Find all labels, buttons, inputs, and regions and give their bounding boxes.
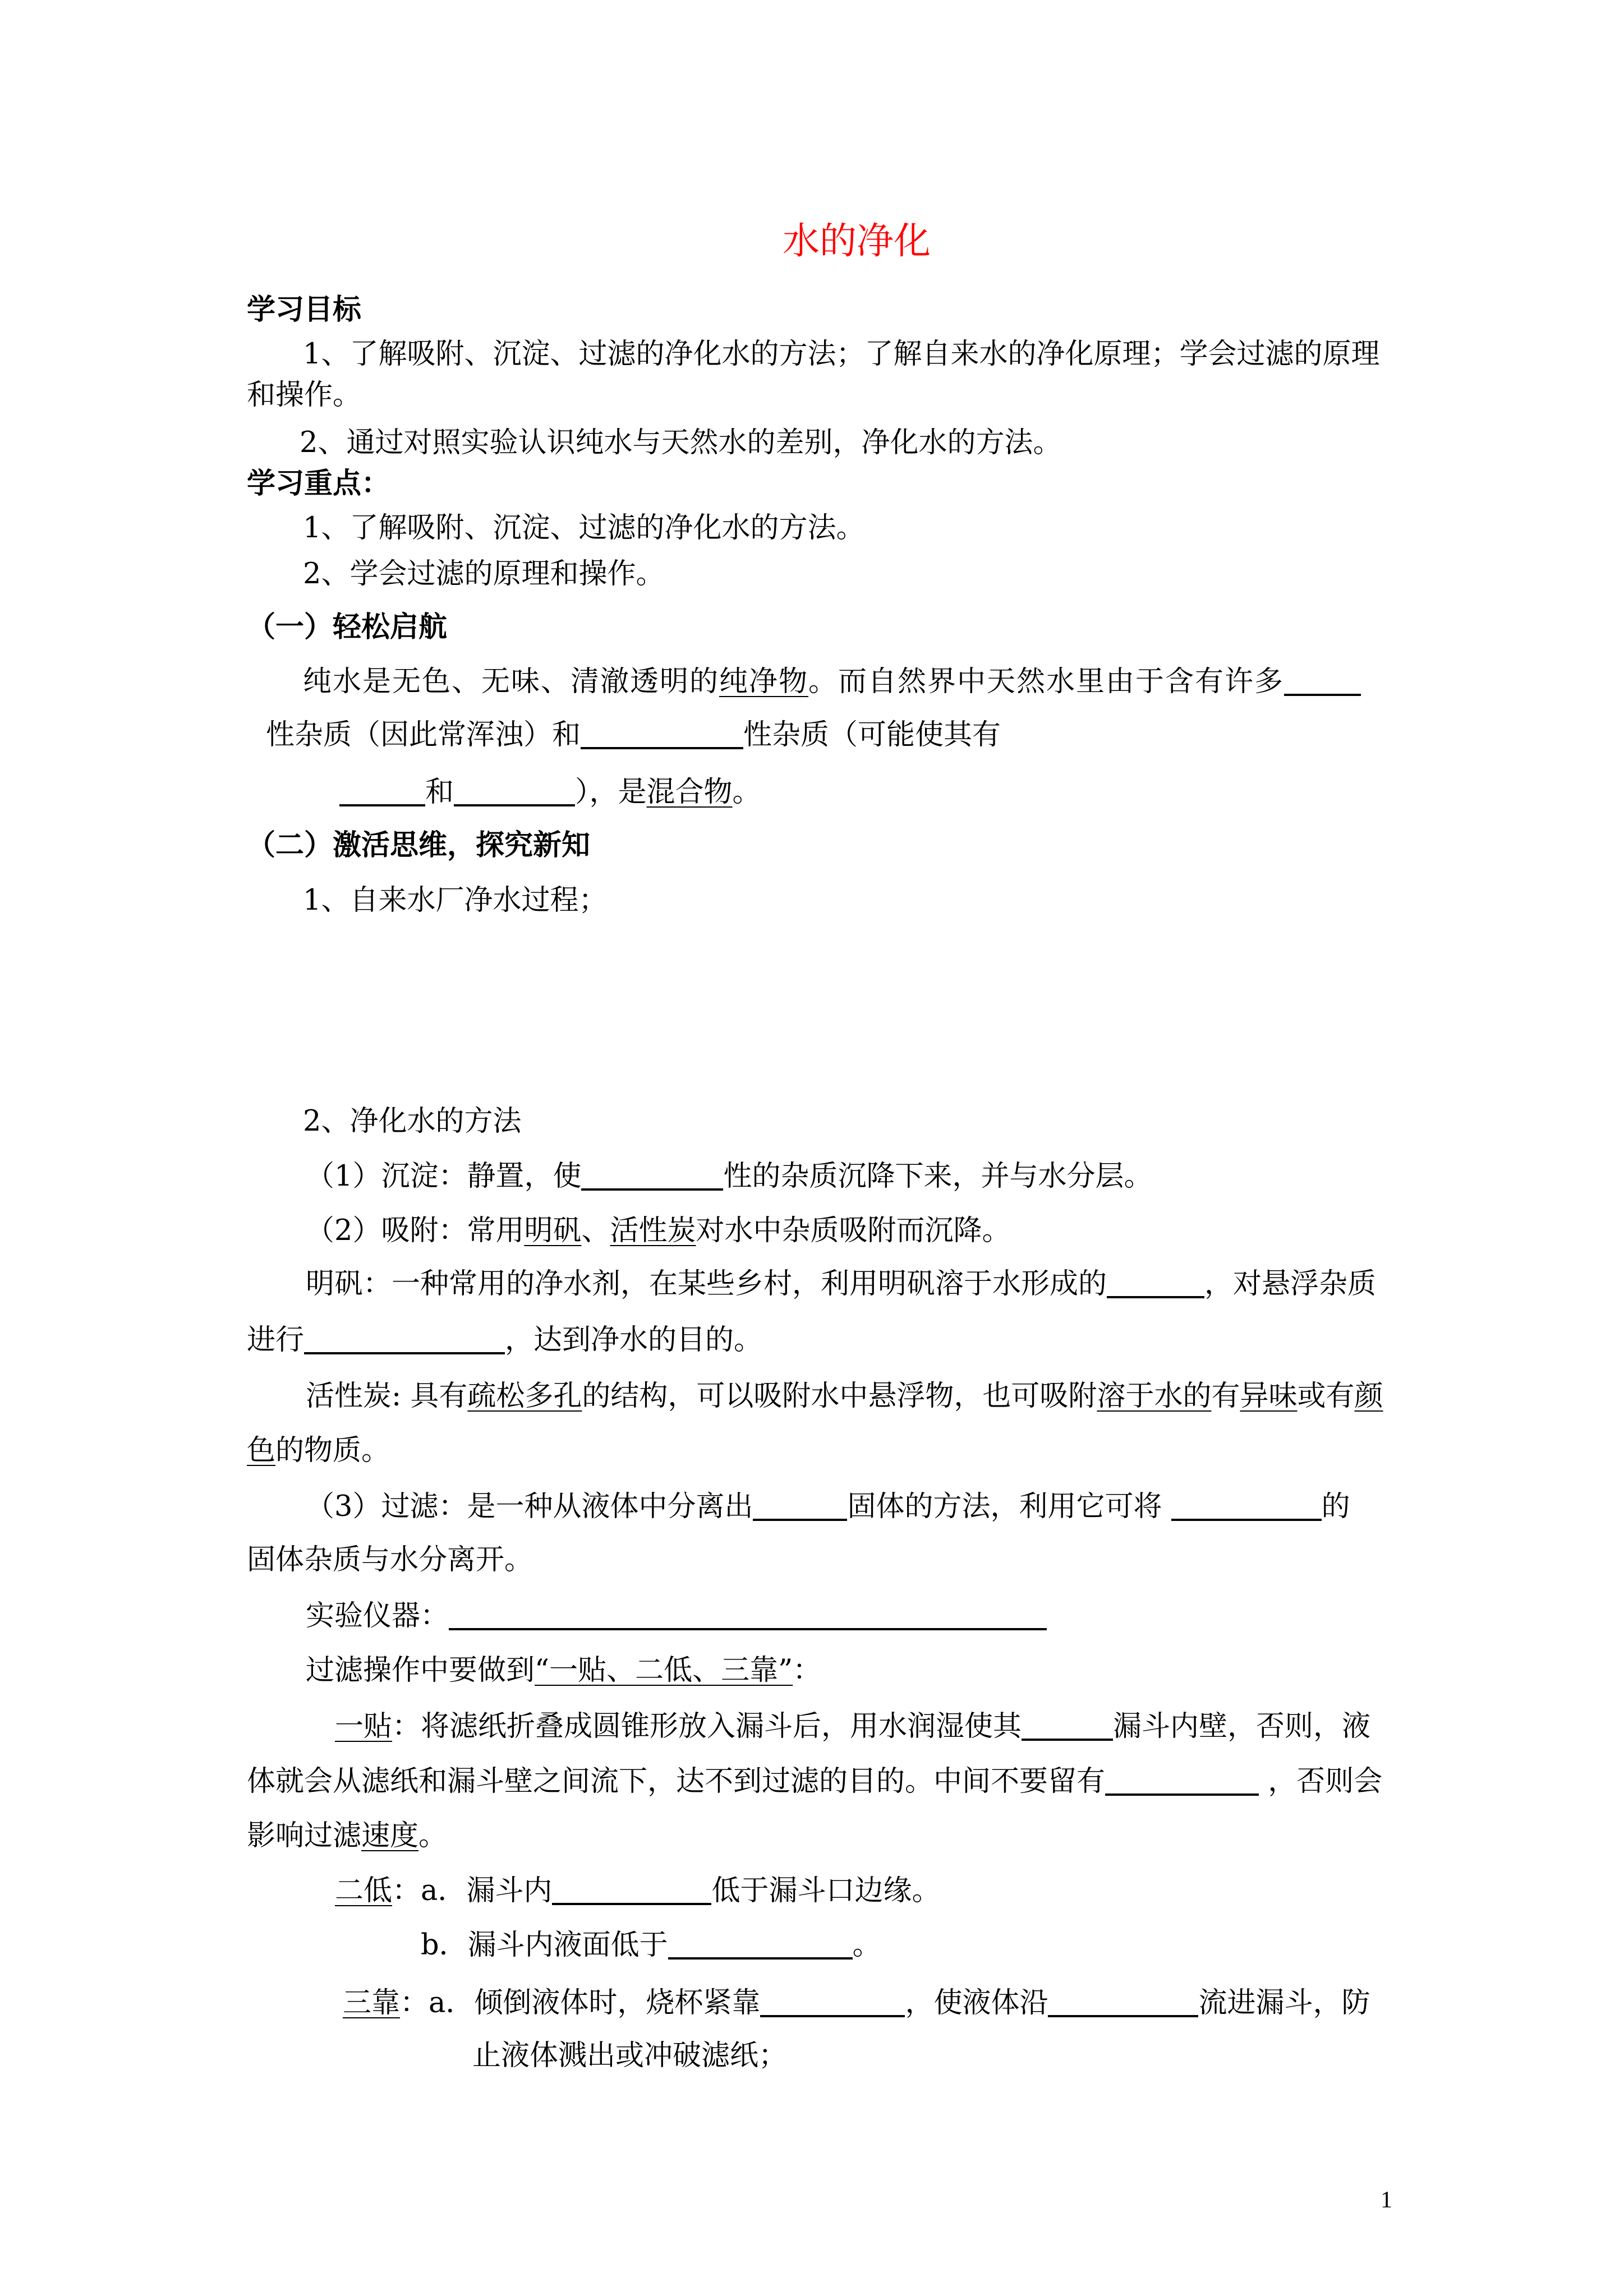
text-segment: 低于漏斗口边缘。	[711, 1874, 941, 1907]
underlined-term: 活性炭	[610, 1214, 696, 1247]
text-segment: 的	[1321, 1490, 1350, 1523]
two-low-line-a	[335, 1874, 941, 1907]
text-segment: 漏斗内壁，否则，液	[1113, 1710, 1371, 1743]
one-stick-line	[335, 1712, 1370, 1741]
text-segment: （1）沉淀：静置，使	[306, 1160, 582, 1193]
fill-in-blank	[1105, 1794, 1259, 1796]
three-lean-line-a-continued: 止液体溅出或冲破滤纸；	[472, 2039, 788, 2072]
fill-in-blank	[1022, 1739, 1113, 1741]
adsorption-line	[306, 1216, 1011, 1246]
text-segment: 过滤操作中要做到	[306, 1654, 535, 1687]
underlined-term: 三靠	[343, 1986, 401, 2020]
fill-in-blank	[454, 804, 575, 806]
text-segment: ，对悬浮杂质	[1204, 1267, 1377, 1301]
text-segment: 。而自然界中天然水里由于含有许多	[808, 665, 1285, 698]
page-title: 水的净化	[783, 219, 931, 262]
text-segment: 有	[1211, 1380, 1240, 1413]
part-1-paragraph-line-2	[266, 718, 1001, 751]
fill-in-blank	[1284, 694, 1361, 696]
key-point-2: 2、学会过滤的原理和操作。	[303, 557, 665, 591]
goal-1-text: 1、了解吸附、沉淀、过滤的净化水的方法；了解自来水的净化原理；学会过滤的原理	[303, 338, 1380, 371]
text-segment: （3）过滤：是一种从液体中分离出	[306, 1490, 753, 1523]
goal-1-continued: 和操作。	[247, 379, 362, 412]
activated-carbon-line-continued	[247, 1436, 390, 1465]
underlined-term: 明矾	[524, 1214, 582, 1247]
text-segment: 性杂质（可能使其有	[743, 718, 1001, 751]
underlined-term: 色	[247, 1434, 276, 1467]
key-points-heading: 学习重点：	[247, 467, 390, 500]
underlined-term: 疏松多孔	[467, 1380, 582, 1413]
underlined-term: 混合物	[646, 776, 733, 809]
part-2-heading: （二）激活思维，探究新知	[247, 829, 591, 862]
text-segment: 的物质。	[275, 1434, 390, 1467]
text-segment: 进行	[247, 1324, 305, 1357]
fill-in-blank	[581, 747, 743, 749]
text-segment: （2）吸附：常用	[306, 1214, 525, 1247]
alum-line	[306, 1267, 1377, 1301]
text-segment: 性的杂质沉降下来，并与水分层。	[723, 1160, 1153, 1193]
learning-goals-heading: 学习目标	[247, 293, 362, 326]
fill-in-blank	[1171, 1519, 1322, 1521]
fill-in-blank	[753, 1519, 847, 1521]
underlined-term: 二低	[335, 1874, 393, 1907]
alum-line-continued	[247, 1326, 762, 1355]
activated-carbon-line	[306, 1382, 1383, 1411]
one-stick-line-continued	[247, 1767, 1382, 1796]
underlined-term: 溶于水的	[1097, 1380, 1212, 1413]
text-segment: 。	[732, 776, 761, 809]
underlined-term: “一贴、二低、三靠”	[535, 1654, 793, 1687]
fill-in-blank	[339, 804, 425, 806]
page-number: 1	[1381, 2187, 1392, 2213]
text-segment: ，否则会	[1259, 1765, 1383, 1798]
text-segment: 对水中杂质吸附而沉降。	[696, 1214, 1011, 1247]
text-segment: ），是	[575, 776, 647, 809]
part-1-paragraph-line-1	[303, 667, 1361, 697]
text-segment: 。	[852, 1929, 881, 1962]
text-segment: 的结构，可以吸附水中悬浮物，也可吸附	[582, 1380, 1097, 1413]
fill-in-blank	[449, 1628, 1047, 1630]
text-segment: 体就会从滤纸和漏斗壁之间流下，达不到过滤的目的。中间不要留有	[247, 1765, 1106, 1798]
underlined-term: 颜	[1354, 1380, 1383, 1413]
text-segment: 流进漏斗，防	[1198, 1986, 1370, 2020]
text-segment: ：将滤纸折叠成圆锥形放入漏斗后，用水润湿使其	[392, 1710, 1022, 1743]
fill-in-blank	[1048, 2015, 1198, 2017]
goal-2-text: 2、通过对照实验认识纯水与天然水的差别，净化水的方法。	[300, 426, 1062, 459]
fill-in-blank	[304, 1352, 505, 1354]
apparatus-line	[306, 1599, 1047, 1633]
filtration-line-continued: 固体杂质与水分离开。	[247, 1543, 533, 1576]
filtration-rules-intro	[306, 1656, 821, 1685]
two-low-line-b	[421, 1931, 881, 1960]
sedimentation-line	[306, 1162, 1152, 1191]
text-segment: 性杂质（因此常浑浊）和	[266, 718, 581, 751]
text-segment: ，达到净水的目的。	[505, 1324, 763, 1357]
text-segment: ：	[793, 1654, 822, 1687]
key-point-1: 1、了解吸附、沉淀、过滤的净化水的方法。	[303, 511, 865, 545]
part-2-item-2: 2、净化水的方法	[303, 1105, 522, 1138]
text-segment: 。	[418, 1819, 448, 1852]
text-segment: 和	[425, 776, 454, 809]
text-segment: ：a．倾倒液体时，烧杯紧靠	[400, 1986, 761, 2020]
part-1-paragraph-line-3	[339, 778, 761, 807]
underlined-term: 纯净物	[719, 665, 809, 698]
fill-in-blank	[552, 1903, 711, 1905]
underlined-term: 速度	[361, 1819, 419, 1852]
fill-in-blank	[760, 2015, 905, 2017]
text-segment: 活性炭: 具有	[306, 1380, 468, 1413]
text-segment: 实验仪器：	[306, 1599, 449, 1633]
fill-in-blank	[581, 1188, 723, 1191]
text-segment: ：a．漏斗内	[392, 1874, 553, 1907]
one-stick-line-continued-2	[247, 1819, 448, 1852]
text-segment: 、	[581, 1214, 610, 1247]
text-segment: 或有	[1297, 1380, 1355, 1413]
text-segment: 明矾：一种常用的净水剂，在某些乡村，利用明矾溶于水形成的	[306, 1267, 1107, 1301]
text-segment: b．漏斗内液面低于	[421, 1929, 668, 1962]
fill-in-blank	[668, 1957, 853, 1960]
part-1-heading: （一）轻松启航	[247, 611, 448, 644]
fill-in-blank	[1107, 1296, 1204, 1298]
text-segment: 影响过滤	[247, 1819, 362, 1852]
underlined-term: 异味	[1240, 1380, 1298, 1413]
text-segment: 纯水是无色、无味、清澈透明的	[303, 665, 720, 698]
part-2-item-1: 1、自来水厂净水过程；	[303, 884, 608, 917]
text-segment: ，使液体沿	[905, 1986, 1048, 2020]
underlined-term: 一贴	[335, 1710, 393, 1743]
three-lean-line-a	[343, 1986, 1370, 2020]
filtration-line	[306, 1492, 1350, 1522]
text-segment: 固体的方法，利用它可将	[847, 1490, 1171, 1523]
